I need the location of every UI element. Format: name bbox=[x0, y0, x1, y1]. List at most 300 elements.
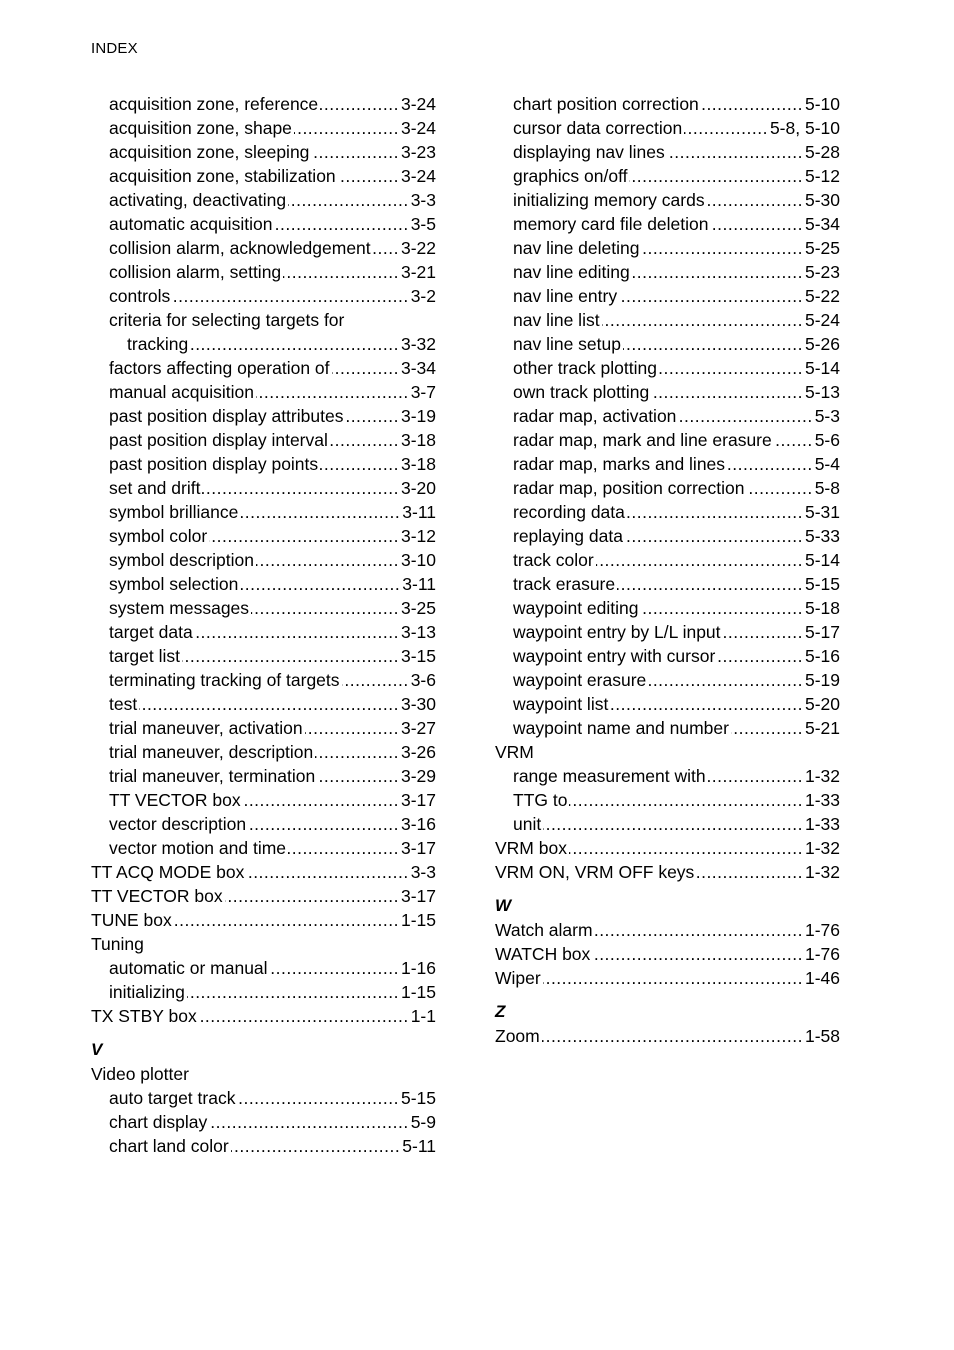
index-entry-text: past position display interval bbox=[109, 430, 328, 450]
dot-leader bbox=[243, 788, 399, 812]
index-page-ref: 5-18 bbox=[804, 598, 840, 618]
index-entry-text: track color bbox=[513, 550, 594, 570]
index-page-ref: 5-26 bbox=[804, 334, 840, 354]
index-entry bbox=[495, 1024, 840, 1048]
index-entry-text: factors affecting operation of bbox=[109, 358, 330, 378]
index-page-ref: 1-58 bbox=[804, 1026, 840, 1046]
index-entry-text: acquisition zone, reference bbox=[109, 94, 319, 114]
index-entry-text: acquisition zone, shape bbox=[109, 118, 292, 138]
index-page-ref: 5-4 bbox=[814, 454, 840, 474]
index-letter-heading: Z bbox=[495, 1002, 506, 1021]
index-entry-text: terminating tracking of targets bbox=[109, 670, 340, 690]
index-entry bbox=[91, 188, 436, 212]
dot-leader bbox=[627, 500, 803, 524]
index-entry bbox=[91, 620, 436, 644]
index-page-ref: 3-17 bbox=[400, 886, 436, 906]
dot-leader bbox=[202, 476, 399, 500]
index-entry bbox=[495, 764, 840, 788]
index-page-ref: 5-19 bbox=[804, 670, 840, 690]
index-page-ref: 3-24 bbox=[400, 166, 436, 186]
index-page-ref: 5-17 bbox=[804, 622, 840, 642]
index-entry-text: activating, deactivating bbox=[109, 190, 287, 210]
dot-leader bbox=[190, 332, 399, 356]
dot-leader bbox=[641, 596, 803, 620]
index-entry-text: TT VECTOR box bbox=[91, 886, 223, 906]
index-entry bbox=[495, 116, 840, 140]
index-entry-text: symbol description bbox=[109, 550, 254, 570]
index-letter-heading: W bbox=[495, 896, 512, 915]
index-page-ref: 3-18 bbox=[400, 454, 436, 474]
dot-leader bbox=[595, 918, 803, 942]
index-entry bbox=[91, 212, 436, 236]
index-entry bbox=[91, 452, 436, 476]
index-entry bbox=[91, 500, 436, 524]
index-page-ref: 1-46 bbox=[804, 968, 840, 988]
index-page-ref: 3-7 bbox=[410, 382, 436, 402]
dot-leader bbox=[251, 596, 399, 620]
index-entry-text: past position display points bbox=[109, 454, 319, 474]
index-page-ref: 5-28 bbox=[804, 142, 840, 162]
index-page-ref: 3-32 bbox=[400, 334, 436, 354]
dot-leader bbox=[678, 404, 812, 428]
index-entry bbox=[495, 164, 840, 188]
index-entry bbox=[91, 428, 436, 452]
index-entry-text: waypoint erasure bbox=[513, 670, 647, 690]
index-entry-text: radar map, mark and line erasure bbox=[513, 430, 772, 450]
index-entry-text: tracking bbox=[127, 334, 189, 354]
index-entry-text: nav line entry bbox=[513, 286, 618, 306]
index-entry-text: TT ACQ MODE box bbox=[91, 862, 245, 882]
index-entry-text: set and drift bbox=[109, 478, 201, 498]
index-entry bbox=[495, 188, 840, 212]
index-page-ref: 1-15 bbox=[400, 910, 436, 930]
index-entry bbox=[495, 500, 840, 524]
index-entry bbox=[495, 212, 840, 236]
index-entry-text: nav line deleting bbox=[513, 238, 640, 258]
dot-leader bbox=[172, 284, 408, 308]
dot-leader bbox=[625, 524, 803, 548]
index-entry-text: collision alarm, acknowledgement bbox=[109, 238, 371, 258]
index-entry-text: other track plotting bbox=[513, 358, 657, 378]
index-entry bbox=[91, 1086, 436, 1110]
index-page-ref: 1-15 bbox=[400, 982, 436, 1002]
index-page-ref: 3-26 bbox=[400, 742, 436, 762]
index-entry-text: trial maneuver, activation bbox=[109, 718, 303, 738]
dot-leader bbox=[659, 356, 803, 380]
index-page-ref: 3-15 bbox=[400, 646, 436, 666]
index-entry-text: recording data bbox=[513, 502, 625, 522]
dot-leader bbox=[696, 860, 803, 884]
index-entry-text: chart display bbox=[109, 1112, 208, 1132]
index-entry bbox=[495, 140, 840, 164]
index-entry-text: cursor data correction bbox=[513, 118, 683, 138]
dot-leader bbox=[569, 836, 803, 860]
index-entry-text: nav line editing bbox=[513, 262, 630, 282]
index-entry bbox=[91, 380, 436, 404]
index-entry bbox=[495, 380, 840, 404]
index-page-ref: 5-30 bbox=[804, 190, 840, 210]
dot-leader bbox=[632, 260, 803, 284]
index-entry-text: Zoom bbox=[495, 1026, 540, 1046]
index-entry bbox=[91, 284, 436, 308]
index-page-ref: 5-8 bbox=[814, 478, 840, 498]
index-entry bbox=[495, 332, 840, 356]
index-page-ref: 5-10 bbox=[804, 94, 840, 114]
index-entry bbox=[91, 332, 436, 356]
index-entry-text: symbol selection bbox=[109, 574, 239, 594]
index-page-ref: 3-23 bbox=[400, 142, 436, 162]
dot-leader bbox=[711, 212, 803, 236]
index-page-ref: 3-3 bbox=[410, 190, 436, 210]
index-entry-text: waypoint name and number bbox=[513, 718, 729, 738]
dot-leader bbox=[305, 716, 399, 740]
index-entry-text: past position display attributes bbox=[109, 406, 344, 426]
dot-leader bbox=[619, 284, 803, 308]
index-entry bbox=[91, 164, 436, 188]
index-page-ref: 5-31 bbox=[804, 502, 840, 522]
dot-leader bbox=[629, 164, 802, 188]
index-entry bbox=[495, 524, 840, 548]
index-page-ref: 1-33 bbox=[804, 790, 840, 810]
index-page-ref: 3-27 bbox=[400, 718, 436, 738]
dot-leader bbox=[288, 836, 399, 860]
index-entry bbox=[91, 836, 436, 860]
dot-leader bbox=[684, 116, 768, 140]
index-column-left bbox=[91, 92, 436, 1158]
index-entry-text: symbol color bbox=[109, 526, 208, 546]
page-header: INDEX bbox=[91, 40, 138, 57]
index-page-ref: 3-3 bbox=[410, 862, 436, 882]
dot-leader bbox=[256, 548, 399, 572]
index-entry bbox=[495, 620, 840, 644]
index-page-ref: 3-2 bbox=[410, 286, 436, 306]
index-entry-text: trial maneuver, description bbox=[109, 742, 314, 762]
dot-leader bbox=[320, 92, 399, 116]
index-page-ref: 3-21 bbox=[400, 262, 436, 282]
index-entry-text: radar map, activation bbox=[513, 406, 677, 426]
index-heading: Video plotter bbox=[91, 1064, 189, 1084]
index-entry-text: chart land color bbox=[109, 1136, 229, 1156]
index-entry bbox=[495, 260, 840, 284]
index-entry bbox=[91, 92, 436, 116]
dot-leader bbox=[320, 452, 399, 476]
index-entry-text: trial maneuver, termination bbox=[109, 766, 316, 786]
index-entry-text: acquisition zone, stabilization bbox=[109, 166, 336, 186]
dot-leader bbox=[237, 1086, 399, 1110]
dot-leader bbox=[231, 1134, 401, 1158]
index-page-ref: 3-6 bbox=[410, 670, 436, 690]
index-entry bbox=[495, 918, 840, 942]
index-page-ref: 3-34 bbox=[400, 358, 436, 378]
dot-leader bbox=[199, 1004, 409, 1028]
dot-leader bbox=[727, 452, 813, 476]
index-page-ref: 3-24 bbox=[400, 94, 436, 114]
index-entry bbox=[91, 1110, 436, 1134]
index-entry bbox=[495, 716, 840, 740]
index-page-ref: 5-14 bbox=[804, 358, 840, 378]
dot-leader bbox=[311, 140, 399, 164]
index-entry-text: track erasure bbox=[513, 574, 616, 594]
dot-leader bbox=[708, 764, 803, 788]
index-entry bbox=[91, 692, 436, 716]
index-entry bbox=[91, 788, 436, 812]
index-entry bbox=[91, 956, 436, 980]
index-entry-text: waypoint entry by L/L input bbox=[513, 622, 721, 642]
index-entry bbox=[91, 884, 436, 908]
index-entry-text: TUNE box bbox=[91, 910, 172, 930]
index-entry bbox=[495, 92, 840, 116]
index-entry-text: target list bbox=[109, 646, 180, 666]
index-entry bbox=[91, 740, 436, 764]
index-entry bbox=[495, 812, 840, 836]
index-entry bbox=[495, 356, 840, 380]
index-entry bbox=[91, 356, 436, 380]
index-heading: criteria for selecting targets for bbox=[109, 310, 345, 330]
index-page-ref: 3-30 bbox=[400, 694, 436, 714]
index-page-ref: 5-12 bbox=[804, 166, 840, 186]
dot-leader bbox=[543, 966, 803, 990]
index-entry bbox=[495, 428, 840, 452]
index-entry-text: target data bbox=[109, 622, 193, 642]
index-entry bbox=[91, 716, 436, 740]
index-page-ref: 5-22 bbox=[804, 286, 840, 306]
index-page-ref: 3-19 bbox=[400, 406, 436, 426]
index-page-ref: 1-1 bbox=[410, 1006, 436, 1026]
index-entry bbox=[495, 476, 840, 500]
index-entry-text: chart position correction bbox=[513, 94, 699, 114]
index-entry-text: waypoint editing bbox=[513, 598, 639, 618]
index-page-ref: 3-11 bbox=[402, 574, 436, 594]
dot-leader bbox=[345, 404, 399, 428]
index-entry-text: TX STBY box bbox=[91, 1006, 197, 1026]
index-page-ref: 3-13 bbox=[400, 622, 436, 642]
index-entry bbox=[91, 116, 436, 140]
dot-leader bbox=[240, 500, 400, 524]
index-entry bbox=[91, 812, 436, 836]
index-page-ref: 3-16 bbox=[400, 814, 436, 834]
dot-leader bbox=[187, 980, 399, 1004]
dot-leader bbox=[641, 236, 802, 260]
dot-leader bbox=[315, 740, 399, 764]
index-entry bbox=[91, 548, 436, 572]
index-entry bbox=[91, 764, 436, 788]
index-entry-text: symbol brilliance bbox=[109, 502, 239, 522]
index-page-ref: 3-17 bbox=[400, 790, 436, 810]
index-page-ref: 5-25 bbox=[804, 238, 840, 258]
index-page-ref: 5-24 bbox=[804, 310, 840, 330]
index-page-ref: 5-21 bbox=[804, 718, 840, 738]
index-page-ref: 5-11 bbox=[402, 1136, 436, 1156]
dot-leader bbox=[701, 92, 803, 116]
index-page-ref: 3-17 bbox=[400, 838, 436, 858]
index-page-ref: 5-16 bbox=[804, 646, 840, 666]
index-heading: VRM bbox=[495, 742, 534, 762]
index-page-ref: 3-10 bbox=[400, 550, 436, 570]
index-entry-text: replaying data bbox=[513, 526, 623, 546]
index-entry-text: unit bbox=[513, 814, 542, 834]
index-entry bbox=[91, 596, 436, 620]
index-entry-text: memory card file deletion bbox=[513, 214, 709, 234]
index-page-ref: 3-25 bbox=[400, 598, 436, 618]
dot-leader bbox=[248, 812, 399, 836]
index-column-right bbox=[495, 92, 840, 1048]
dot-leader bbox=[209, 1110, 408, 1134]
index-entry bbox=[495, 692, 840, 716]
index-page-ref: 1-76 bbox=[804, 944, 840, 964]
index-entry bbox=[91, 1004, 436, 1028]
dot-leader bbox=[174, 908, 399, 932]
dot-leader bbox=[723, 620, 803, 644]
index-entry-text: vector description bbox=[109, 814, 247, 834]
index-entry-text: test bbox=[109, 694, 138, 714]
index-entry bbox=[495, 548, 840, 572]
index-entry bbox=[91, 668, 436, 692]
index-entry-text: Wiper bbox=[495, 968, 541, 988]
index-page-ref: 5-6 bbox=[814, 430, 840, 450]
index-entry bbox=[91, 236, 436, 260]
index-entry bbox=[495, 308, 840, 332]
index-entry-text: collision alarm, setting bbox=[109, 262, 282, 282]
dot-leader bbox=[623, 332, 803, 356]
dot-leader bbox=[288, 188, 409, 212]
index-entry-text: waypoint list bbox=[513, 694, 609, 714]
index-page-ref: 1-32 bbox=[804, 862, 840, 882]
index-page-ref: 5-15 bbox=[804, 574, 840, 594]
index-page-ref: 3-24 bbox=[400, 118, 436, 138]
index-page-ref: 5-13 bbox=[804, 382, 840, 402]
dot-leader bbox=[342, 668, 409, 692]
index-entry bbox=[495, 966, 840, 990]
index-entry-text: initializing memory cards bbox=[513, 190, 705, 210]
index-page-ref: 3-11 bbox=[402, 502, 436, 522]
dot-leader bbox=[542, 1024, 803, 1048]
dot-leader bbox=[256, 380, 409, 404]
index-entry-text: nav line list bbox=[513, 310, 600, 330]
index-entry-text: own track plotting bbox=[513, 382, 650, 402]
index-entry bbox=[495, 836, 840, 860]
dot-leader bbox=[717, 644, 803, 668]
index-entry-text: nav line setup bbox=[513, 334, 621, 354]
index-entry bbox=[91, 260, 436, 284]
index-entry-text: radar map, marks and lines bbox=[513, 454, 726, 474]
dot-leader bbox=[330, 428, 399, 452]
index-entry bbox=[91, 524, 436, 548]
dot-leader bbox=[139, 692, 399, 716]
index-entry-text: radar map, position correction bbox=[513, 478, 745, 498]
dot-leader bbox=[332, 356, 399, 380]
index-entry bbox=[495, 572, 840, 596]
dot-leader bbox=[731, 716, 803, 740]
dot-leader bbox=[209, 524, 399, 548]
dot-leader bbox=[270, 956, 399, 980]
dot-leader bbox=[294, 116, 399, 140]
index-entry-text: VRM ON, VRM OFF keys bbox=[495, 862, 695, 882]
index-letter-heading: V bbox=[91, 1040, 103, 1059]
dot-leader bbox=[338, 164, 399, 188]
index-entry-text: TT VECTOR box bbox=[109, 790, 241, 810]
index-entry bbox=[495, 284, 840, 308]
index-entry bbox=[495, 644, 840, 668]
dot-leader bbox=[617, 572, 803, 596]
dot-leader bbox=[240, 572, 400, 596]
index-entry bbox=[495, 942, 840, 966]
dot-leader bbox=[317, 764, 399, 788]
index-entry bbox=[495, 788, 840, 812]
index-entry bbox=[495, 236, 840, 260]
index-entry bbox=[91, 140, 436, 164]
index-entry-text: initializing bbox=[109, 982, 185, 1002]
index-page-ref: 5-15 bbox=[400, 1088, 436, 1108]
dot-leader bbox=[569, 788, 803, 812]
dot-leader bbox=[648, 668, 803, 692]
index-page-ref: 5-33 bbox=[804, 526, 840, 546]
index-entry bbox=[495, 668, 840, 692]
dot-leader bbox=[592, 942, 803, 966]
dot-leader bbox=[596, 548, 803, 572]
dot-leader bbox=[610, 692, 803, 716]
index-entry-text: VRM box bbox=[495, 838, 567, 858]
index-page-ref: 1-16 bbox=[400, 958, 436, 978]
index-entry-text: automatic acquisition bbox=[109, 214, 273, 234]
index-entry bbox=[91, 404, 436, 428]
index-entry bbox=[495, 860, 840, 884]
index-page-ref: 3-29 bbox=[400, 766, 436, 786]
index-entry bbox=[495, 404, 840, 428]
dot-leader bbox=[602, 308, 803, 332]
index-entry bbox=[495, 452, 840, 476]
index-entry-text: graphics on/off bbox=[513, 166, 628, 186]
index-page-ref: 3-12 bbox=[400, 526, 436, 546]
index-entry-text: vector motion and time bbox=[109, 838, 287, 858]
index-page-ref: 1-76 bbox=[804, 920, 840, 940]
index-page-ref: 5-8, 5-10 bbox=[769, 118, 840, 138]
index-page-ref: 3-5 bbox=[410, 214, 436, 234]
dot-leader bbox=[283, 260, 399, 284]
index-entry bbox=[91, 572, 436, 596]
index-page-ref: 1-32 bbox=[804, 838, 840, 858]
index-entry bbox=[495, 596, 840, 620]
index-page-ref: 3-18 bbox=[400, 430, 436, 450]
index-page-ref: 5-9 bbox=[410, 1112, 436, 1132]
index-page-ref: 5-34 bbox=[804, 214, 840, 234]
dot-leader bbox=[274, 212, 408, 236]
dot-leader bbox=[225, 884, 399, 908]
index-heading: Tuning bbox=[91, 934, 144, 954]
dot-leader bbox=[651, 380, 803, 404]
dot-leader bbox=[373, 236, 399, 260]
index-entry-text: waypoint entry with cursor bbox=[513, 646, 716, 666]
dot-leader bbox=[195, 620, 399, 644]
index-entry bbox=[91, 644, 436, 668]
index-page-ref: 1-32 bbox=[804, 766, 840, 786]
index-page-ref: 5-23 bbox=[804, 262, 840, 282]
index-entry bbox=[91, 1134, 436, 1158]
index-entry-text: manual acquisition bbox=[109, 382, 254, 402]
index-entry-text: WATCH box bbox=[495, 944, 591, 964]
dot-leader bbox=[774, 428, 813, 452]
index-entry bbox=[91, 860, 436, 884]
index-entry-text: displaying nav lines bbox=[513, 142, 665, 162]
index-entry-text: range measurement with bbox=[513, 766, 706, 786]
index-entry bbox=[91, 980, 436, 1004]
dot-leader bbox=[182, 644, 399, 668]
index-entry-text: system messages bbox=[109, 598, 250, 618]
index-entry bbox=[91, 476, 436, 500]
dot-leader bbox=[707, 188, 803, 212]
index-page-ref: 3-20 bbox=[400, 478, 436, 498]
index-entry-text: controls bbox=[109, 286, 171, 306]
index-page-ref: 5-20 bbox=[804, 694, 840, 714]
